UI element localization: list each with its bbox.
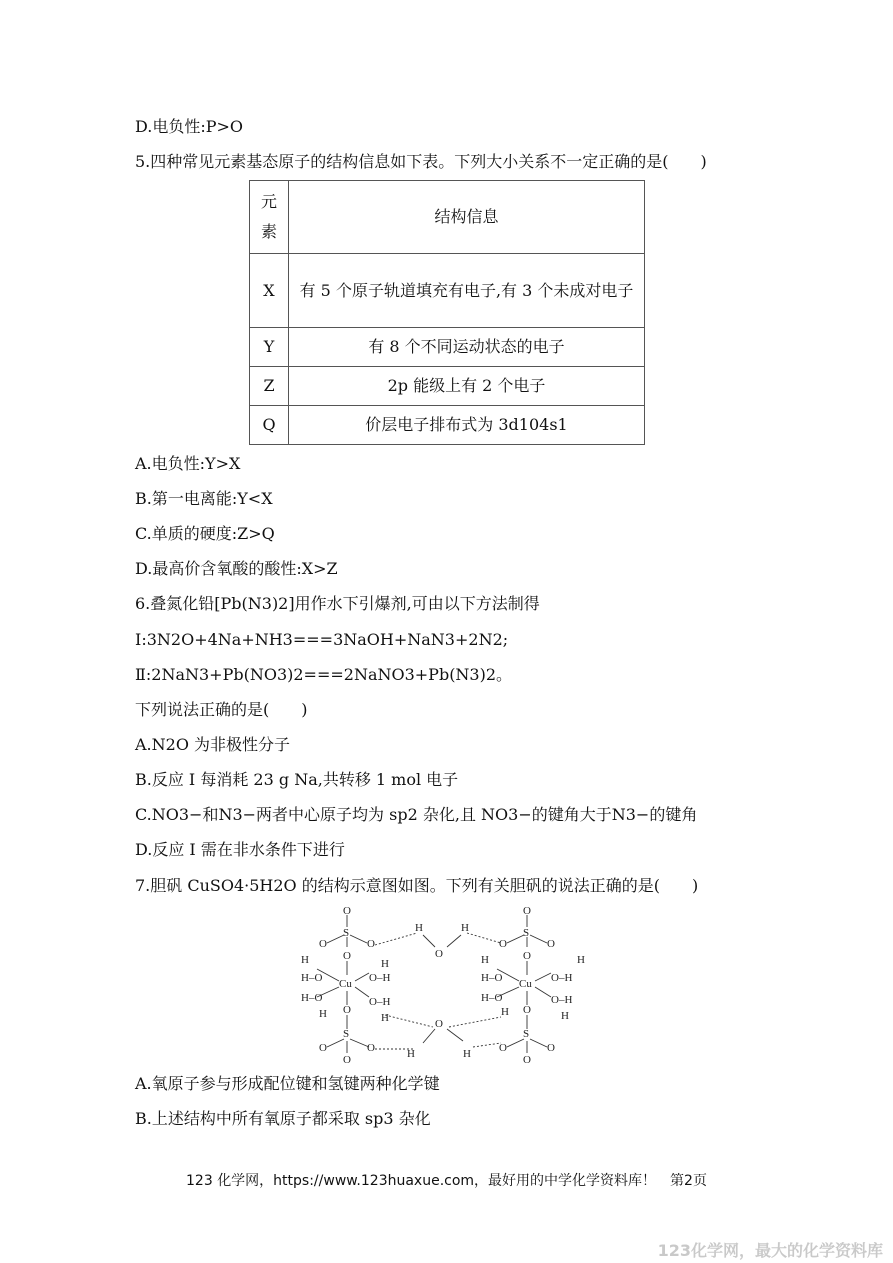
svg-text:H: H (463, 1048, 471, 1060)
svg-text:O: O (343, 950, 351, 962)
svg-text:H: H (461, 922, 469, 934)
svg-text:O–H: O–H (369, 996, 391, 1008)
svg-text:H: H (501, 1006, 509, 1018)
table-cell-element: Z (250, 367, 289, 406)
structure-info-table (249, 180, 645, 445)
q5-option-a: A.电负性:Y>X (135, 454, 241, 473)
svg-text:H: H (577, 954, 585, 966)
q6-option-a: A.N2O 为非极性分子 (135, 735, 291, 754)
q6-ask: 下列说法正确的是( ) (135, 700, 308, 719)
svg-text:O: O (435, 1018, 443, 1030)
svg-text:S: S (343, 1028, 350, 1040)
page-footer: 123 化学网，https://www.123huaxue.com，最好用的中学化学资料库！ 第2页 (186, 1173, 707, 1189)
svg-text:H: H (481, 954, 489, 966)
svg-text:O: O (343, 1004, 351, 1016)
svg-text:O: O (343, 1054, 351, 1063)
svg-text:O: O (523, 1004, 531, 1016)
svg-text:H: H (415, 922, 423, 934)
q6-option-c: C.NO3−和N3−两者中心原子均为 sp2 杂化,且 NO3−的键角大于N3−的键角 (135, 805, 698, 824)
q7-option-a: A.氧原子参与形成配位键和氢键两种化学键 (135, 1074, 440, 1093)
svg-text:O: O (499, 1042, 507, 1054)
svg-text:O–H: O–H (551, 972, 573, 984)
table-cell-element: X (250, 254, 289, 328)
svg-text:O: O (547, 938, 555, 950)
svg-text:H–O: H–O (301, 972, 323, 984)
svg-text:O: O (547, 1042, 555, 1054)
svg-text:H: H (301, 954, 309, 966)
watermark: 123化学网，最大的化学资料库 (657, 1241, 883, 1260)
table-header-info: 结构信息 (289, 181, 645, 254)
svg-text:S: S (343, 927, 350, 939)
q5-stem: 5.四种常见元素基态原子的结构信息如下表。下列大小关系不一定正确的是( ) (135, 152, 707, 171)
svg-text:H–O: H–O (301, 992, 323, 1004)
svg-text:S: S (523, 1028, 530, 1040)
svg-text:O: O (523, 1054, 531, 1063)
svg-text:S: S (523, 927, 530, 939)
q5-option-b: B.第一电离能:Y<X (135, 489, 273, 508)
q4-option-d: D.电负性:P>O (135, 117, 244, 136)
cuso4-structure-diagram (295, 903, 605, 1063)
q5-option-d: D.最高价含氧酸的酸性:X>Z (135, 559, 338, 578)
q5-option-c: C.单质的硬度:Z>Q (135, 524, 275, 543)
svg-text:H: H (561, 1010, 569, 1022)
svg-text:O: O (435, 948, 443, 960)
svg-text:H: H (381, 1012, 389, 1024)
svg-text:O: O (523, 905, 531, 917)
q7-option-b: B.上述结构中所有氧原子都采取 sp3 杂化 (135, 1109, 431, 1128)
table-cell-element: Q (250, 406, 289, 445)
svg-text:O: O (523, 950, 531, 962)
svg-text:O: O (499, 938, 507, 950)
table-cell-element: Y (250, 328, 289, 367)
q6-option-d: D.反应 I 需在非水条件下进行 (135, 840, 345, 859)
q7-stem: 7.胆矾 CuSO4·5H2O 的结构示意图如图。下列有关胆矾的说法正确的是( ) (135, 876, 699, 895)
svg-text:O–H: O–H (551, 994, 573, 1006)
svg-text:O: O (319, 938, 327, 950)
svg-text:O: O (319, 1042, 327, 1054)
svg-text:O: O (343, 905, 351, 917)
svg-text:O–H: O–H (369, 972, 391, 984)
table-cell-info: 有 8 个不同运动状态的电子 (289, 328, 645, 367)
svg-text:H: H (407, 1048, 415, 1060)
svg-text:O: O (367, 938, 375, 950)
svg-text:Cu: Cu (339, 978, 352, 990)
svg-text:H–O: H–O (481, 972, 503, 984)
table-cell-info: 有 5 个原子轨道填充有电子,有 3 个未成对电子 (289, 254, 645, 328)
table-cell-info: 价层电子排布式为 3d104s1 (289, 406, 645, 445)
svg-text:H: H (319, 1008, 327, 1020)
table-cell-info: 2p 能级上有 2 个电子 (289, 367, 645, 406)
svg-text:H: H (381, 958, 389, 970)
table-header-element: 元素 (250, 181, 289, 254)
svg-text:Cu: Cu (519, 978, 532, 990)
q6-stem: 6.叠氮化铅[Pb(N3)2]用作水下引爆剂,可由以下方法制得 (135, 594, 540, 613)
q6-equation-1: Ⅰ:3N2O+4Na+NH3===3NaOH+NaN3+2N2; (135, 630, 509, 649)
q6-equation-2: Ⅱ:2NaN3+Pb(NO3)2===2NaNO3+Pb(N3)2。 (135, 665, 513, 684)
svg-text:O: O (367, 1042, 375, 1054)
q6-option-b: B.反应 I 每消耗 23 g Na,共转移 1 mol 电子 (135, 770, 459, 789)
svg-text:H–O: H–O (481, 992, 503, 1004)
